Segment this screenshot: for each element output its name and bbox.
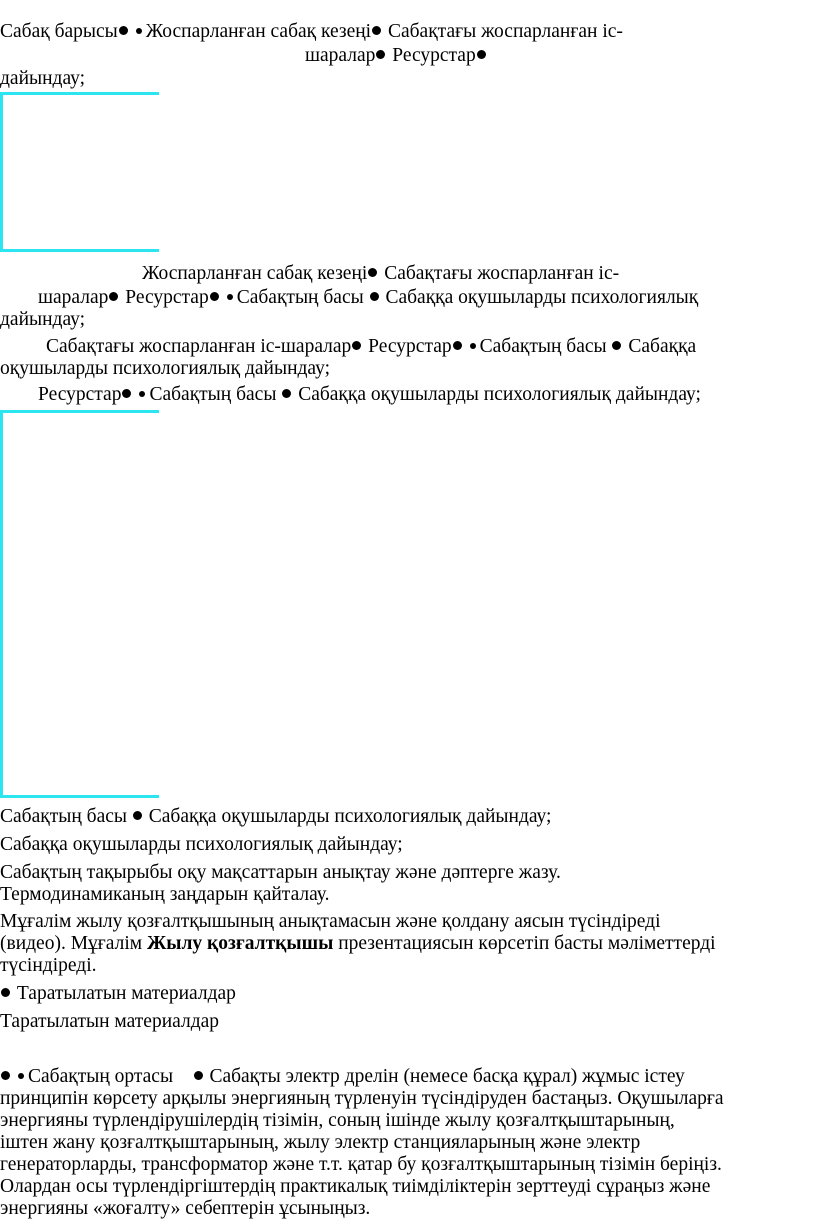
header-line-3: дайындау; xyxy=(0,68,86,89)
text-activities-cont: шаралар xyxy=(305,45,376,66)
text-activities-cont: шаралар xyxy=(38,287,109,308)
bullet-icon xyxy=(1,1071,10,1080)
text-lesson-start: Сабақтың басы xyxy=(236,287,364,308)
para2-line-1 xyxy=(142,263,619,285)
bullet-icon xyxy=(119,26,128,35)
small-bullet-icon xyxy=(227,294,233,300)
para8-line-2 xyxy=(0,933,716,955)
para7-line-2: Термодинамиканың заңдарын қайталау. xyxy=(0,884,330,905)
bullet-icon xyxy=(352,341,361,350)
bullet-icon xyxy=(210,292,219,301)
text-drill-intro: Сабақты электр дрелін (немесе басқа құрал) жұмыс істеу xyxy=(209,1066,685,1087)
text-presentation: презентациясын көрсетіп басты мәліметтерді xyxy=(333,933,716,954)
para6-line: Сабаққа оқушыларды психологиялық дайындау; xyxy=(0,834,403,855)
small-bullet-icon xyxy=(18,1073,24,1079)
bullet-icon xyxy=(194,1071,203,1080)
bullet-icon xyxy=(453,341,462,350)
header-line-2 xyxy=(305,45,488,67)
para10-line: Таратылатын материалдар xyxy=(0,1011,220,1032)
text-preparation: Сабаққа оқушыларды психологиялық дайындау; xyxy=(298,384,701,405)
text-lesson-start: Сабақтың басы xyxy=(0,806,127,827)
para11-line-3: энергияны түрлендірушілердің тізімін, соның ішінде жылу қозғалтқыштарының, xyxy=(0,1110,675,1131)
text-preparation: Сабаққа оқушыларды психологиялық xyxy=(385,287,699,308)
text-planned-activities: Сабақтағы жоспарланған іс-шаралар xyxy=(46,336,352,357)
text-lesson-middle: Сабақтың ортасы xyxy=(28,1066,174,1087)
para3-line-2: оқушыларды психологиялық дайындау; xyxy=(0,358,331,379)
text-planned-activities: Сабақтағы жоспарланған іс- xyxy=(387,21,623,42)
text-lesson-start: Сабақтың басы xyxy=(149,384,277,405)
para9-line xyxy=(0,983,236,1005)
bullet-icon xyxy=(133,811,142,820)
text-planned-activities: Сабақтағы жоспарланған іс- xyxy=(384,263,620,284)
bullet-icon xyxy=(612,341,621,350)
para2-line-2 xyxy=(38,287,698,309)
text-heat-engine-bold: Жылу қозғалтқышы xyxy=(146,933,334,954)
bullet-icon xyxy=(372,26,381,35)
text-resources: Ресурстар xyxy=(392,45,476,66)
para8-line-3: түсіндіреді. xyxy=(0,955,97,976)
bullet-icon xyxy=(376,50,385,59)
para11-line-6: Олардан осы түрлендіргіштердің практикалық тиімділіктерін зерттеуді сұраңыз және xyxy=(0,1176,711,1197)
cyan-bracket-1 xyxy=(0,92,159,252)
text-preparation: Сабаққа оқушыларды психологиялық дайындау; xyxy=(148,806,552,827)
cyan-bracket-2 xyxy=(0,410,159,798)
text-lesson-start: Сабақтың басы xyxy=(479,336,607,357)
para2-line-3: дайындау; xyxy=(0,309,86,330)
para11-line-5: генераторларды, трансформатор және т.т. қатар бу қозғалтқыштарының тізімін беріңіз. xyxy=(0,1154,722,1175)
small-bullet-icon xyxy=(470,343,476,349)
text-video-teacher: (видео). Мұғалім xyxy=(0,933,147,954)
para11-line-7: энергияны «жоғалту» себептерін ұсыныңыз. xyxy=(0,1198,371,1219)
bullet-icon xyxy=(1,988,10,997)
text-resources: Ресурстар xyxy=(38,384,122,405)
para7-line-1: Сабақтың тақырыбы оқу мақсаттарын анықтау және дәптерге жазу. xyxy=(0,862,561,883)
text-preparation: Сабаққа xyxy=(628,336,697,357)
bullet-icon xyxy=(370,292,379,301)
para8-line-1: Мұғалім жылу қозғалтқышының анықтамасын және қолдану аясын түсіндіреді xyxy=(0,911,661,932)
text-planned-stage: Жоспарланған сабақ кезеңі xyxy=(142,263,368,284)
para11-line-1 xyxy=(0,1066,685,1088)
text-resources: Ресурстар xyxy=(125,287,209,308)
para4-line-1 xyxy=(38,384,701,406)
text-resources: Ресурстар xyxy=(368,336,452,357)
header-line-1 xyxy=(0,21,623,43)
para3-line-1 xyxy=(46,336,696,358)
para11-line-4: іштен жану қозғалтқыштарының, жылу электр станцияларының және электр xyxy=(0,1132,641,1153)
bullet-icon xyxy=(282,389,291,398)
text-planned-stage: Жоспарланған сабақ кезеңі xyxy=(145,21,372,42)
para5-line xyxy=(0,806,551,828)
bullet-icon xyxy=(122,389,131,398)
bullet-icon xyxy=(109,292,118,301)
bullet-icon xyxy=(368,268,377,277)
small-bullet-icon xyxy=(136,28,142,34)
text-lesson-flow: Сабақ барысы xyxy=(0,21,118,42)
small-bullet-icon xyxy=(139,391,145,397)
text-handouts: Таратылатын материалдар xyxy=(16,983,236,1004)
para11-line-2: принципін көрсету арқылы энергияның түрленуін түсіндіруден бастаңыз. Оқушыларға xyxy=(0,1088,724,1109)
bullet-icon xyxy=(477,50,486,59)
